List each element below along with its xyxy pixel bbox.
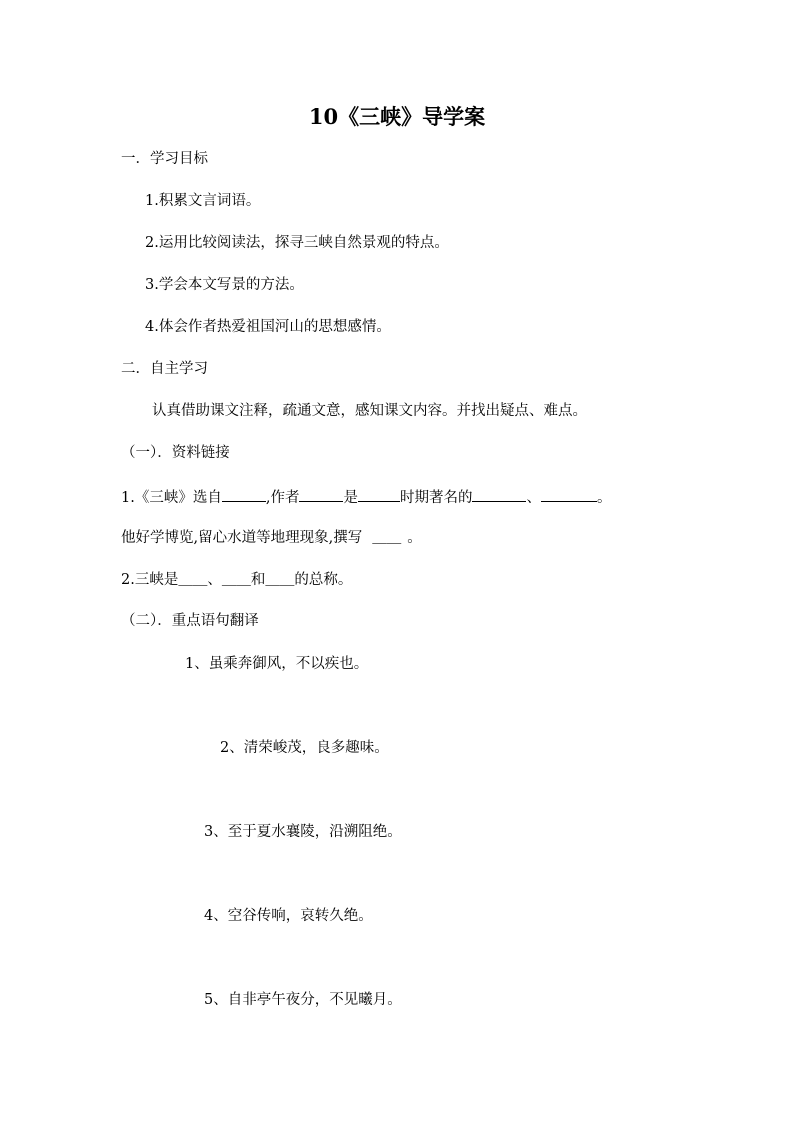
self-study-intro: 认真借助课文注释，疏通文意，感知课文内容。并找出疑点、难点。 — [152, 403, 587, 419]
question-1-text: 、 — [526, 490, 541, 506]
translation-sentence: 4、空谷传响，哀转久绝。 — [204, 908, 373, 924]
question-1-text: 1.《三峡》选自 — [121, 490, 222, 506]
question-2 — [121, 571, 352, 589]
question-2-text: 和 — [250, 572, 266, 588]
subsection-heading-materials: （一）．资料链接 — [121, 445, 230, 461]
objective-item: 4.体会作者热爱祖国河山的思想感情。 — [145, 319, 391, 335]
answer-blank[interactable] — [472, 487, 526, 502]
translation-sentence: 3、至于夏水襄陵，沿溯阻绝。 — [204, 824, 402, 840]
question-2-text: 的总称。 — [294, 572, 353, 588]
section-heading-self-study: 二．自主学习 — [121, 361, 208, 377]
objective-item: 2.运用比较阅读法，探寻三峡自然景观的特点。 — [145, 235, 449, 251]
question-2-text: 2.三峡是 — [121, 572, 179, 588]
question-1-text: 他好学博览,留心水道等地理现象,撰写 — [121, 530, 363, 546]
question-1-text: 。 — [596, 490, 612, 506]
answer-blank[interactable] — [299, 487, 343, 502]
answer-blank[interactable] — [222, 487, 266, 502]
translation-sentence: 2、清荣峻茂，良多趣味。 — [220, 740, 389, 756]
answer-blank[interactable] — [358, 487, 400, 502]
subsection-heading-translation: （二）．重点语句翻译 — [121, 613, 259, 629]
question-1-text: 时期著名的 — [399, 490, 473, 506]
objective-item: 3.学会本文写景的方法。 — [145, 277, 304, 293]
translation-sentence: 1、虽乘奔御风，不以疾也。 — [185, 656, 369, 672]
page-title: 10《三峡》导学案 — [308, 104, 486, 129]
objective-item: 1.积累文言词语。 — [145, 193, 261, 209]
answer-blank[interactable]: ＿＿ — [372, 530, 402, 546]
question-2-text: 、 — [207, 572, 222, 588]
question-1-text: 是 — [343, 490, 358, 506]
answer-blank[interactable]: ＿＿ — [178, 572, 208, 588]
answer-blank[interactable]: ＿＿ — [265, 572, 295, 588]
question-1-line-2 — [121, 529, 422, 547]
question-1-text: 。 — [407, 530, 422, 546]
section-heading-objectives: 一．学习目标 — [121, 151, 208, 167]
translation-sentence: 5、自非亭午夜分，不见曦月。 — [204, 992, 402, 1008]
question-1-text: ,作者 — [265, 490, 300, 506]
answer-blank[interactable]: ＿＿ — [221, 572, 251, 588]
answer-blank[interactable] — [541, 487, 597, 502]
question-1 — [121, 487, 611, 507]
